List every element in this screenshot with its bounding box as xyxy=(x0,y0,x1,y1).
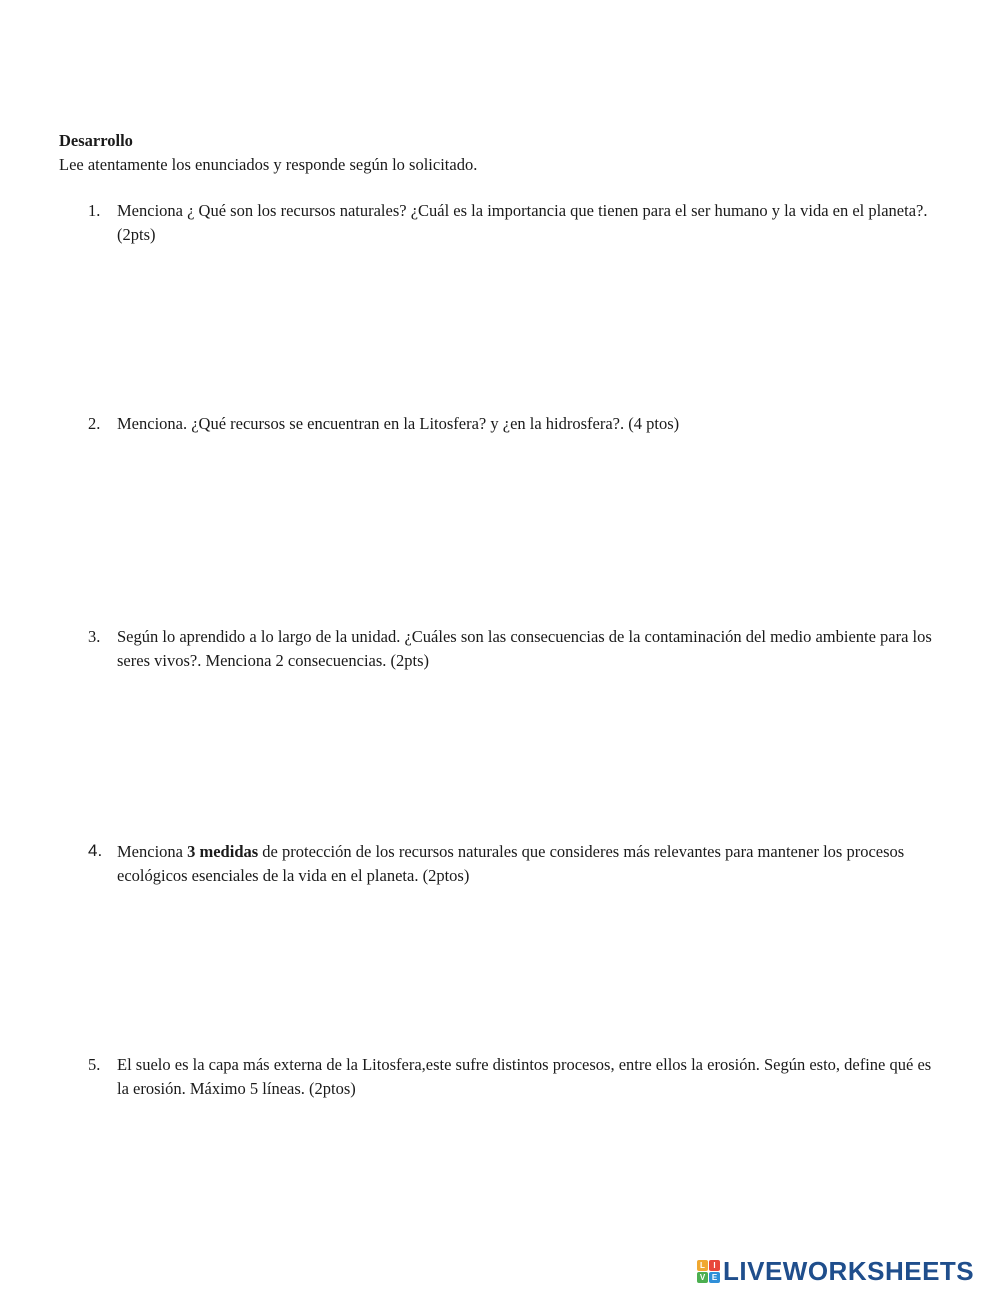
question-text-bold: 3 medidas xyxy=(187,842,259,861)
question-text: El suelo es la capa más externa de la Litosfera,este sufre distintos procesos, entre ellos la erosión. Según esto, define qué es la erosión. Máximo 5 líneas. (2ptos) xyxy=(117,1055,932,1098)
question-number: 3. xyxy=(88,627,101,646)
question-number: 2. xyxy=(88,414,101,433)
logo-mark-letter: E xyxy=(709,1272,720,1283)
logo-mark-letter: L xyxy=(697,1260,708,1271)
answer-area-2[interactable] xyxy=(117,452,937,602)
liveworksheets-logo xyxy=(697,1256,974,1286)
logo-mark-letter: V xyxy=(697,1272,708,1283)
answer-area-3[interactable] xyxy=(117,685,937,835)
logo-mark-icon xyxy=(697,1260,720,1283)
logo-text: LIVEWORKSHEETS xyxy=(723,1256,975,1286)
question-text-end: de protección de los recursos naturales que consideres más relevantes para mantener los procesos ecológicos esenciales de la vida en el planeta. (2ptos) xyxy=(117,842,905,885)
section-heading: Desarrollo xyxy=(59,131,133,150)
question-number: 4. xyxy=(88,841,103,860)
question-text: Menciona. ¿Qué recursos se encuentran en la Litosfera? y ¿en la hidrosfera?. (4 ptos) xyxy=(117,414,680,433)
answer-area-4[interactable] xyxy=(117,900,937,1050)
question-number: 1. xyxy=(88,201,101,220)
question-number: 5. xyxy=(88,1055,101,1074)
question-text-start: Menciona xyxy=(117,842,188,861)
instructions-text: Lee atentamente los enunciados y responde según lo solicitado. xyxy=(59,155,478,174)
question-text: Según lo aprendido a lo largo de la unidad. ¿Cuáles son las consecuencias de la contaminación del medio ambiente para los seres vivos?. Menciona 2 consecuencias. (2pts) xyxy=(117,627,932,670)
answer-area-5[interactable] xyxy=(117,1113,937,1233)
question-text xyxy=(117,840,937,888)
answer-area-1[interactable] xyxy=(117,259,937,409)
question-text: Menciona ¿ Qué son los recursos naturales? ¿Cuál es la importancia que tienen para el ser humano y la vida en el planeta?. (2pts) xyxy=(117,201,928,244)
logo-mark-letter: I xyxy=(709,1260,720,1271)
